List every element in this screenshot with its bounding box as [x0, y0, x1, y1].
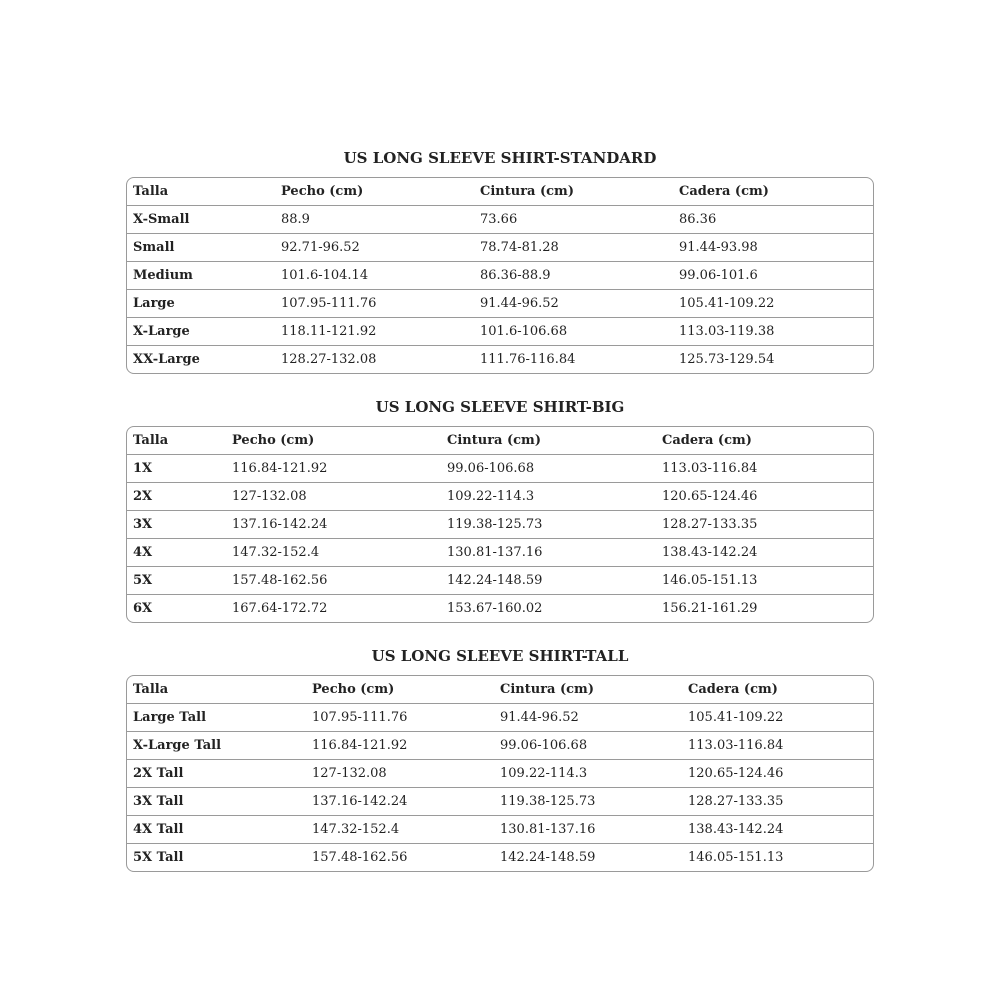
size-table-big	[126, 426, 874, 623]
hip-cell: 99.06-101.6	[673, 262, 874, 290]
size-table	[127, 178, 874, 373]
hip-cell: 113.03-119.38	[673, 318, 874, 346]
table-row	[127, 290, 874, 318]
table-row	[127, 567, 874, 595]
chest-cell: 127-132.08	[226, 483, 441, 511]
waist-cell: 109.22-114.3	[441, 483, 656, 511]
waist-cell: 142.24-148.59	[441, 567, 656, 595]
waist-cell: 130.81-137.16	[494, 816, 682, 844]
size-table-tall	[126, 675, 874, 872]
hip-cell: 156.21-161.29	[656, 595, 874, 623]
header-pecho: Pecho (cm)	[232, 433, 315, 448]
size-cell: Large Tall	[127, 704, 306, 732]
table-row	[127, 595, 874, 623]
table-row	[127, 234, 874, 262]
table-row	[127, 704, 874, 732]
table-row	[127, 760, 874, 788]
hip-cell: 146.05-151.13	[682, 844, 874, 872]
waist-cell: 111.76-116.84	[474, 346, 673, 374]
header-cadera: Cadera (cm)	[688, 682, 778, 697]
hip-cell: 86.36	[673, 206, 874, 234]
size-section-tall	[126, 646, 874, 872]
header-talla: Talla	[133, 682, 169, 697]
chest-cell: 92.71-96.52	[275, 234, 474, 262]
header-cintura: Cintura (cm)	[447, 433, 541, 448]
hip-cell: 128.27-133.35	[682, 788, 874, 816]
hip-cell: 113.03-116.84	[682, 732, 874, 760]
size-table	[127, 427, 874, 622]
size-cell: 1X	[127, 455, 226, 483]
hip-cell: 113.03-116.84	[656, 455, 874, 483]
size-cell: X-Large Tall	[127, 732, 306, 760]
hip-cell: 146.05-151.13	[656, 567, 874, 595]
size-section-big	[126, 397, 874, 623]
hip-cell: 138.43-142.24	[682, 816, 874, 844]
waist-cell: 91.44-96.52	[494, 704, 682, 732]
hip-cell: 128.27-133.35	[656, 511, 874, 539]
hip-cell: 91.44-93.98	[673, 234, 874, 262]
header-pecho: Pecho (cm)	[312, 682, 395, 697]
chest-cell: 147.32-152.4	[306, 816, 494, 844]
section-title: US LONG SLEEVE SHIRT-TALL	[371, 647, 629, 665]
chest-cell: 101.6-104.14	[275, 262, 474, 290]
waist-cell: 86.36-88.9	[474, 262, 673, 290]
waist-cell: 119.38-125.73	[494, 788, 682, 816]
waist-cell: 101.6-106.68	[474, 318, 673, 346]
hip-cell: 105.41-109.22	[673, 290, 874, 318]
table-row	[127, 206, 874, 234]
size-cell: X-Large	[127, 318, 275, 346]
waist-cell: 109.22-114.3	[494, 760, 682, 788]
size-cell: XX-Large	[127, 346, 275, 374]
size-cell: Medium	[127, 262, 275, 290]
size-cell: 4X	[127, 539, 226, 567]
chest-cell: 116.84-121.92	[226, 455, 441, 483]
table-row	[127, 455, 874, 483]
section-title: US LONG SLEEVE SHIRT-STANDARD	[343, 149, 657, 167]
chest-cell: 128.27-132.08	[275, 346, 474, 374]
chest-cell: 137.16-142.24	[306, 788, 494, 816]
table-row	[127, 483, 874, 511]
waist-cell: 153.67-160.02	[441, 595, 656, 623]
size-table	[127, 676, 874, 871]
header-talla: Talla	[133, 184, 169, 199]
chest-cell: 88.9	[275, 206, 474, 234]
chest-cell: 157.48-162.56	[226, 567, 441, 595]
size-cell: 3X	[127, 511, 226, 539]
header-cintura: Cintura (cm)	[500, 682, 594, 697]
header-cintura: Cintura (cm)	[480, 184, 574, 199]
waist-cell: 130.81-137.16	[441, 539, 656, 567]
header-cadera: Cadera (cm)	[662, 433, 752, 448]
table-row	[127, 262, 874, 290]
table-row	[127, 346, 874, 374]
header-cadera: Cadera (cm)	[679, 184, 769, 199]
chest-cell: 118.11-121.92	[275, 318, 474, 346]
table-row	[127, 732, 874, 760]
size-cell: 4X Tall	[127, 816, 306, 844]
size-cell: X-Small	[127, 206, 275, 234]
size-table-standard	[126, 177, 874, 374]
chest-cell: 107.95-111.76	[275, 290, 474, 318]
chest-cell: 107.95-111.76	[306, 704, 494, 732]
chest-cell: 116.84-121.92	[306, 732, 494, 760]
waist-cell: 91.44-96.52	[474, 290, 673, 318]
table-row	[127, 539, 874, 567]
size-cell: 3X Tall	[127, 788, 306, 816]
chest-cell: 127-132.08	[306, 760, 494, 788]
chest-cell: 147.32-152.4	[226, 539, 441, 567]
size-cell: 6X	[127, 595, 226, 623]
hip-cell: 138.43-142.24	[656, 539, 874, 567]
chest-cell: 137.16-142.24	[226, 511, 441, 539]
chest-cell: 167.64-172.72	[226, 595, 441, 623]
waist-cell: 78.74-81.28	[474, 234, 673, 262]
size-cell: 5X	[127, 567, 226, 595]
table-header-row	[127, 427, 874, 455]
table-row	[127, 318, 874, 346]
chest-cell: 157.48-162.56	[306, 844, 494, 872]
size-cell: Small	[127, 234, 275, 262]
size-cell: 2X	[127, 483, 226, 511]
size-section-standard	[126, 148, 874, 374]
header-pecho: Pecho (cm)	[281, 184, 364, 199]
size-cell: 2X Tall	[127, 760, 306, 788]
hip-cell: 120.65-124.46	[656, 483, 874, 511]
waist-cell: 73.66	[474, 206, 673, 234]
hip-cell: 105.41-109.22	[682, 704, 874, 732]
header-talla: Talla	[133, 433, 169, 448]
table-row	[127, 511, 874, 539]
table-row	[127, 788, 874, 816]
waist-cell: 142.24-148.59	[494, 844, 682, 872]
section-title: US LONG SLEEVE SHIRT-BIG	[375, 398, 625, 416]
table-header-row	[127, 676, 874, 704]
waist-cell: 99.06-106.68	[441, 455, 656, 483]
hip-cell: 120.65-124.46	[682, 760, 874, 788]
waist-cell: 119.38-125.73	[441, 511, 656, 539]
size-cell: 5X Tall	[127, 844, 306, 872]
hip-cell: 125.73-129.54	[673, 346, 874, 374]
size-cell: Large	[127, 290, 275, 318]
waist-cell: 99.06-106.68	[494, 732, 682, 760]
table-row	[127, 816, 874, 844]
table-header-row	[127, 178, 874, 206]
table-row	[127, 844, 874, 872]
